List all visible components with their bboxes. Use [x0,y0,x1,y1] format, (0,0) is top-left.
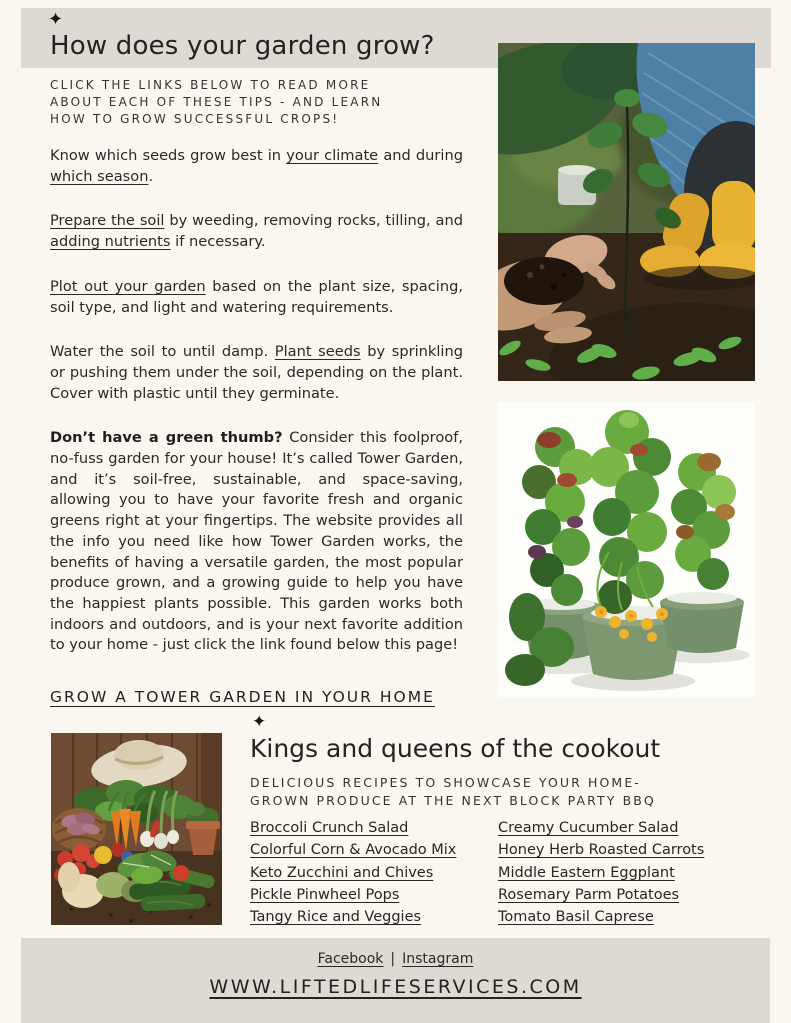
recipe-links [250,817,720,928]
cookout-section [250,712,720,928]
instagram-link[interactable]: Instagram [402,951,474,967]
text-segment: if necessary. [170,233,266,251]
subtitle-line: HOW TO GROW SUCCESSFUL CROPS! [50,112,340,126]
inline-link[interactable]: Prepare the soil [50,212,165,230]
tip-paragraph [50,277,463,318]
page-subtitle [50,77,382,128]
website-link[interactable]: WWW.LIFTEDLIFESERVICES.COM [209,976,582,998]
recipe-link[interactable]: Rosemary Parm Potatoes [498,886,680,903]
tower-garden-link[interactable]: GROW A TOWER GARDEN IN YOUR HOME [50,688,435,706]
cookout-subtitle [250,774,720,809]
text-segment: Water the soil to until damp. [50,343,275,361]
text-segment: Consider this foolproof, no-fuss garden for your house! It’s called Tower Garden, and it’s soil-free, sustainable, and space-saving, allowing you to have your favorite fresh and organic greens right at your fingertips. The website provides all the info you need like how Tower Garden works, the benefits of having a versatile garden, the most popular produce grown, and a growing guide to help you have the happiest plants possible. This garden works both indoors and outdoors, and is your next favorite addition to your home - just click the link found below this page! [50,429,463,654]
sparkle-icon: ✦ [252,712,267,732]
inline-link[interactable]: Plot out your garden [50,277,206,295]
inline-link[interactable]: Plant seeds [274,343,361,361]
cookout-title: Kings and queens of the cookout [250,734,661,763]
photo-tower-gardens [497,402,755,697]
text-segment: by sprinkling or pushing them under the soil, depending on the plant. Cover with plastic until they germinate. [50,343,463,402]
basket-shape [52,808,106,850]
recipe-link[interactable]: Keto Zucchini and Chives [250,864,434,881]
subtitle-line: ABOUT EACH OF THESE TIPS - AND LEARN [50,95,383,109]
text-segment: based on the plant size, spacing, soil type, and light and watering requirements. [50,277,463,316]
right-pot-shape [660,592,744,653]
inline-link[interactable]: adding nutrients [50,233,171,251]
recipe-link[interactable]: Broccoli Crunch Salad [250,820,409,836]
inline-link[interactable]: which season [50,167,149,185]
yellow-pepper-shape [94,846,112,864]
text-segment: . [148,167,154,185]
subtitle-line: GROWN PRODUCE AT THE NEXT BLOCK PARTY BBQ [250,792,656,808]
sparkle-icon: ✦ [48,9,64,30]
inline-link[interactable]: your climate [286,147,379,164]
recipe-link[interactable]: Middle Eastern Eggplant [498,864,675,881]
recipe-column-2 [498,817,720,928]
footer-band [21,938,770,1023]
text-segment: by weeding, removing rocks, tilling, and [164,212,464,230]
separator: | [390,951,396,967]
recipe-link[interactable]: Colorful Corn & Avocado Mix [250,842,457,859]
tips-column [50,146,463,680]
recipe-link[interactable]: Creamy Cucumber Salad [498,820,679,836]
recipe-column-1 [250,817,498,928]
text-segment: Don’t have a green thumb? [50,429,283,447]
tip-paragraph [50,211,463,252]
subtitle-line: DELICIOUS RECIPES TO SHOWCASE YOUR HOME- [250,775,641,790]
red-tomato-shape [173,865,189,881]
recipe-link[interactable]: Honey Herb Roasted Carrots [498,842,705,859]
subtitle-line: CLICK THE LINKS BELOW TO READ MORE [50,78,371,92]
tip-paragraph [50,146,463,187]
tip-paragraph [50,428,463,656]
photo-harvest-vegetables [51,733,222,925]
text-segment: and during [378,147,464,164]
social-links [21,951,770,967]
page-title: How does your garden grow? [50,31,435,61]
facebook-link[interactable]: Facebook [317,951,384,967]
recipe-link[interactable]: Tomato Basil Caprese [498,909,654,926]
recipe-link[interactable]: Pickle Pinwheel Pops [250,886,400,903]
recipe-link[interactable]: Tangy Rice and Veggies [250,909,422,926]
tip-paragraph [50,342,463,404]
photo-child-planting [498,43,755,381]
text-segment: Know which seeds grow best in [50,147,287,164]
